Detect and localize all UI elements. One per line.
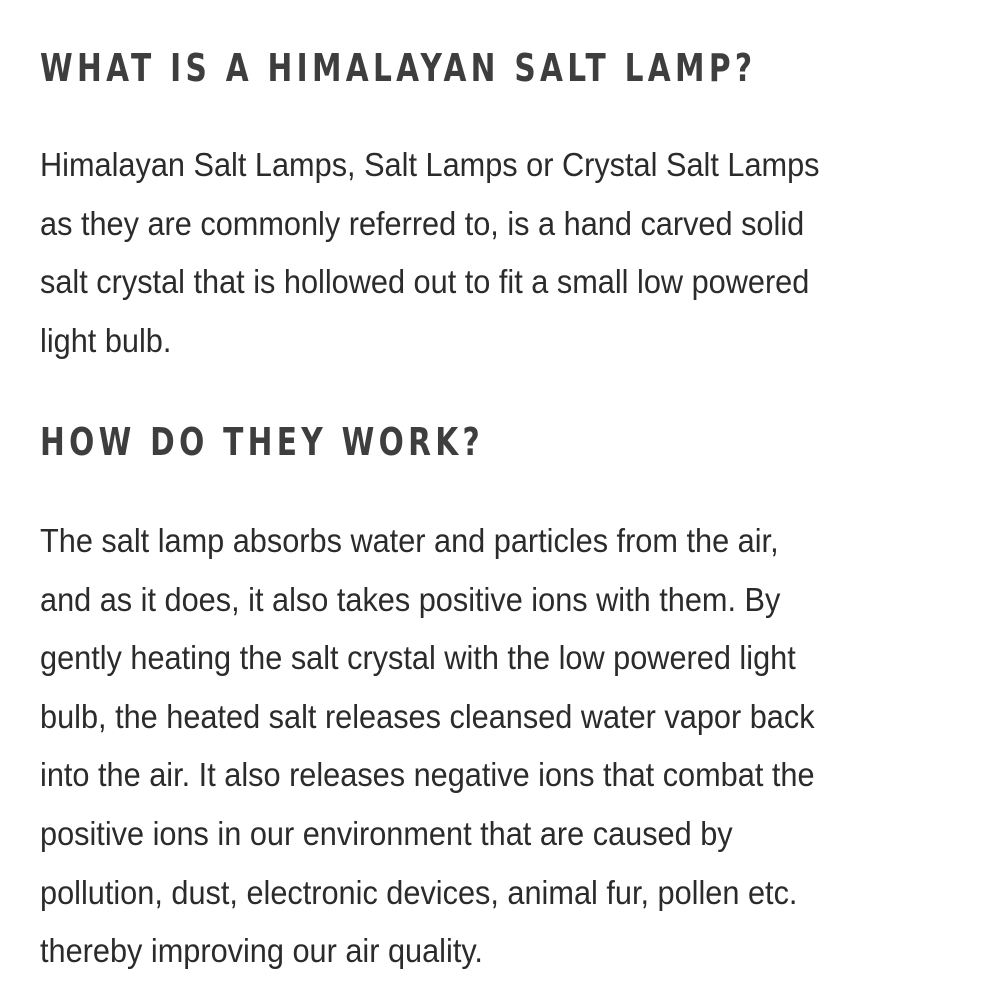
section-heading-what-is: WHAT IS A HIMALAYAN SALT LAMP? [40, 46, 757, 90]
paragraph-line: into the air. It also releases negative ions that combat the [40, 756, 815, 794]
section-paragraph-how-work [40, 512, 1000, 981]
paragraph-line: pollution, dust, electronic devices, animal fur, pollen etc. [40, 873, 798, 911]
paragraph-line: thereby improving our air quality. [40, 932, 483, 970]
paragraph-line: as they are commonly referred to, is a hand carved solid [40, 204, 805, 242]
section-heading-how-work: HOW DO THEY WORK? [40, 420, 485, 464]
paragraph-line: The salt lamp absorbs water and particles from the air, [40, 522, 779, 559]
paragraph-line: and as it does, it also takes positive ions with them. By [40, 580, 781, 618]
paragraph-line: bulb, the heated salt releases cleansed water vapor back [40, 697, 815, 735]
paragraph-line: gently heating the salt crystal with the low powered light [40, 639, 796, 677]
paragraph-line: positive ions in our environment that are caused by [40, 814, 733, 852]
paragraph-line: Himalayan Salt Lamps, Salt Lamps or Crystal Salt Lamps [40, 146, 820, 183]
section-paragraph-what-is [40, 136, 1000, 370]
paragraph-line: salt crystal that is hollowed out to fit a small low powered [40, 263, 810, 301]
paragraph-line: light bulb. [40, 321, 172, 359]
